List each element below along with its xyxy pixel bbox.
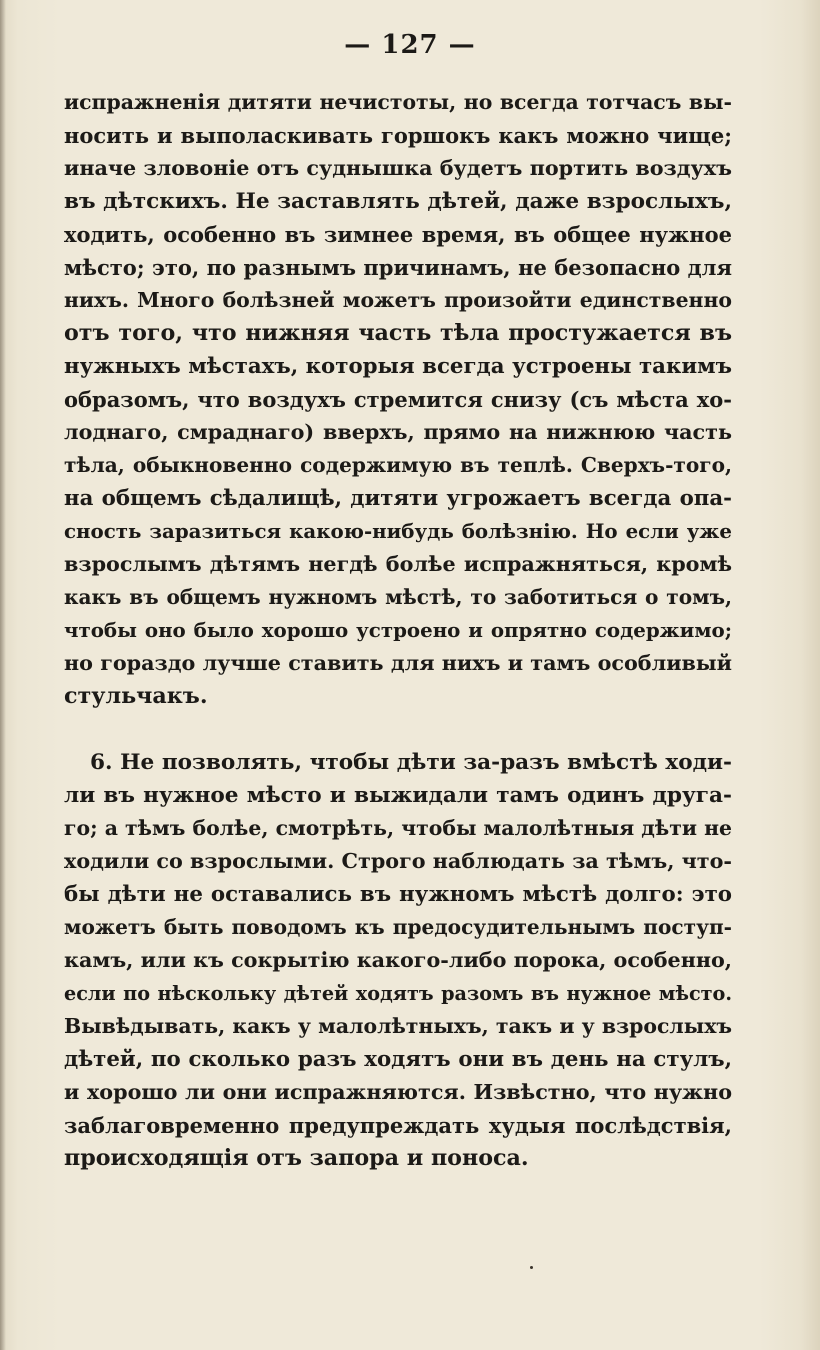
paragraph-2 — [64, 746, 732, 1175]
text-line: ходили со взрослыми. Строго наблюдать за тѣмъ, что- — [64, 849, 732, 873]
text-line: въ дѣтскихъ. Не заставлять дѣтей, даже взрослыхъ, — [64, 189, 732, 214]
text-line: стульчакъ. — [64, 683, 208, 709]
page-gutter-shadow — [0, 0, 6, 1350]
text-line: можетъ быть поводомъ къ предосудительнымъ поступ- — [64, 915, 732, 939]
text-line: если по нѣскольку дѣтей ходятъ разомъ въ нужное мѣсто. — [64, 982, 732, 1005]
text-line: 6. Не позволять, чтобы дѣти за-разъ вмѣстѣ ходи- — [90, 750, 732, 775]
text-line: тѣла, обыкновенно содержимую въ теплѣ. Сверхъ-того, — [64, 453, 732, 477]
text-line: взрослымъ дѣтямъ негдѣ болѣе испражняться, кромѣ — [64, 552, 732, 576]
text-line: сность заразиться какою-нибудь болѣзнію. Но если уже — [64, 519, 732, 543]
text-line: испражненія дитяти нечистоты, но всегда тотчасъ вы- — [64, 90, 732, 114]
text-line: мѣсто; это, по разнымъ причинамъ, не безопасно для — [64, 255, 732, 280]
text-line: но гораздо лучше ставить для нихъ и тамъ особливый — [64, 651, 732, 675]
text-line: какъ въ общемъ нужномъ мѣстѣ, то заботиться о томъ, — [64, 585, 732, 609]
text-line: Вывѣдывать, какъ у малолѣтныхъ, такъ и у взрослыхъ — [64, 1014, 732, 1038]
paragraph-1 — [64, 86, 732, 713]
text-line: чтобы оно было хорошо устроено и опрятно содержимо; — [64, 618, 732, 642]
text-line: ли въ нужное мѣсто и выжидали тамъ одинъ друга- — [64, 783, 732, 808]
paper-speck — [530, 1266, 533, 1269]
text-line: отъ того, что нижняя часть тѣла простужается въ — [64, 320, 732, 346]
text-line: дѣтей, по сколько разъ ходятъ они въ день на стулъ, — [64, 1047, 732, 1072]
text-line: лоднаго, смраднаго) вверхъ, прямо на нижнюю часть — [64, 420, 732, 444]
text-line: нужныхъ мѣстахъ, которыя всегда устроены такимъ — [64, 354, 732, 379]
page-number: — 127 — — [344, 30, 476, 60]
text-line: происходящія отъ запора и поноса. — [64, 1145, 529, 1171]
text-line: на общемъ сѣдалищѣ, дитяти угрожаетъ всегда опа- — [64, 486, 732, 511]
text-line: го; а тѣмъ болѣе, смотрѣть, чтобы малолѣтныя дѣти не — [64, 816, 732, 840]
text-line: образомъ, что воздухъ стремится снизу (съ мѣста хо- — [64, 387, 732, 412]
text-line: и хорошо ли они испражняются. Извѣстно, что нужно — [64, 1080, 732, 1104]
text-line: бы дѣти не оставались въ нужномъ мѣстѣ долго: это — [64, 882, 732, 907]
text-line: иначе зловоніе отъ суднышка будетъ портить воздухъ — [64, 156, 732, 180]
text-line: камъ, или къ сокрытію какого-либо порока, особенно, — [64, 948, 732, 972]
text-line: носить и выполаскивать горшокъ какъ можно чище; — [64, 123, 732, 148]
text-line: заблаговременно предупреждать худыя послѣдствія, — [64, 1113, 732, 1138]
text-line: ходить, особенно въ зимнее время, въ общее нужное — [64, 222, 732, 247]
text-line: нихъ. Много болѣзней можетъ произойти единственно — [64, 288, 732, 312]
